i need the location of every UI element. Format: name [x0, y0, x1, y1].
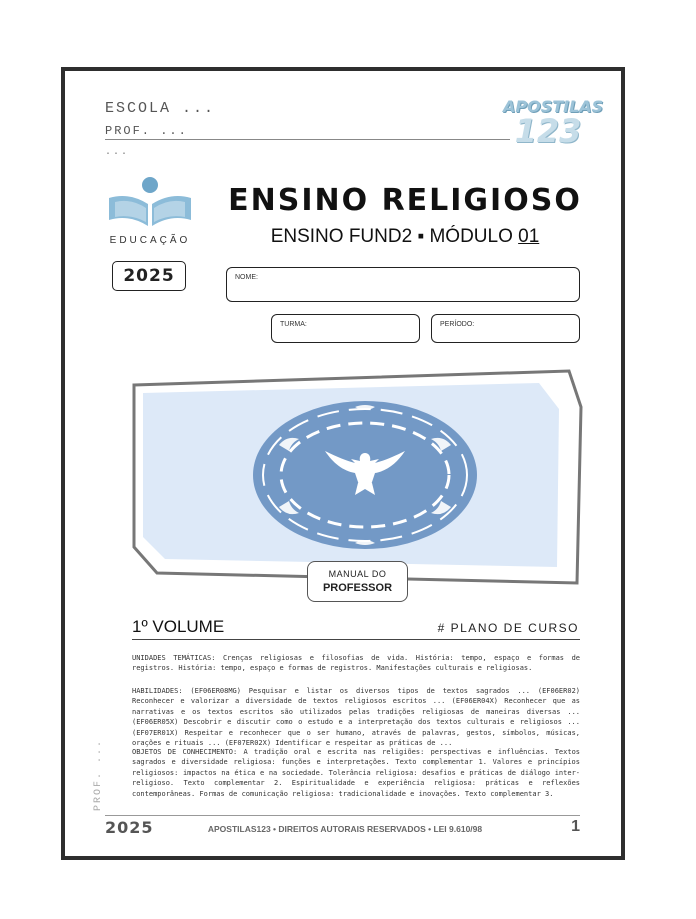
side-teacher-label: PROF. ...: [93, 738, 104, 811]
volume-heading: 1º VOLUME: [132, 617, 225, 636]
footer-divider: [105, 815, 580, 816]
education-label: EDUCAÇÃO: [109, 235, 191, 246]
dove-emblem-icon: [253, 401, 477, 549]
teacher-name: PROF. ...: [105, 124, 188, 138]
footer-year: 2025: [105, 818, 154, 837]
header-divider: [105, 139, 510, 140]
open-book-icon: [105, 176, 195, 231]
name-field-label: NOME:: [235, 274, 258, 281]
knowledge-objects-paragraph: OBJETOS DE CONHECIMENTO: A tradição oral e escrita nas religiões: perspectivas e influências. Textos sagrados e diversidade religiosa: funções e interpretações. Texto complementar 1. Valores e princípios religiosos: impactos na ética e na sociedade. Tolerância religiosa: desafios e práticas de diálogo inter-religioso. Texto complementar 2. Espiritualidade e experiência religiosa: práticas e reflexões contemporâneas. Formas de comunicação religiosa: tradicionalidade e inovações. Texto complementar 3.: [132, 748, 580, 798]
year-badge: 2025: [112, 261, 186, 291]
course-plan-heading: # PLANO DE CURSO: [437, 621, 579, 635]
header-dots: ...: [105, 147, 130, 158]
name-field[interactable]: [226, 267, 580, 302]
teacher-manual-badge: [307, 561, 408, 602]
class-field-label: TURMA:: [280, 321, 307, 328]
brand-word: APOSTILAS: [503, 97, 604, 116]
footer-copyright: APOSTILAS123 • DIREITOS AUTORAIS RESERVADOS • LEI 9.610/98: [207, 824, 483, 834]
period-field[interactable]: [431, 314, 580, 343]
manual-line-2: PROFESSOR: [322, 582, 393, 594]
brand-number: 123: [514, 112, 582, 150]
period-field-label: PERÍODO:: [440, 321, 475, 328]
class-field[interactable]: [271, 314, 420, 343]
brand-logo: [503, 97, 604, 150]
section-divider: [132, 639, 580, 640]
cover-banner: [129, 367, 585, 585]
module-number: 01: [518, 226, 540, 247]
page-title: ENSINO RELIGIOSO: [228, 183, 582, 218]
skills-paragraph: HABILIDADES: (EF06ER08MG) Pesquisar e listar os diversos tipos de textos sagrados ... (EF06ER02) Reconhecer e valorizar a diversidade de textos religiosos escritos ... (EF06ER04X) Reconhecer que as narrativas e os textos escritos são utilizados pelas tradições religiosas de maneiras diversas ... (EF06ER05X) Descobrir e discutir como o estudo e a interpretação dos textos culturais e religiosos ... (EF07ER01X) Respeitar e reconhecer que o ser humano, através de palavras, gestos, símbolos, músicas, orações e rituais ... (EF07ER02X) Identificar e respeitar as práticas de ...: [132, 687, 580, 748]
subtitle-prefix: ENSINO FUND2 ▪ MÓDULO: [270, 226, 519, 247]
page-subtitle: [215, 226, 595, 248]
manual-line-1: MANUAL DO: [328, 569, 387, 579]
school-name: ESCOLA ...: [105, 100, 216, 117]
page-number: 1: [571, 818, 580, 835]
document-page: [61, 67, 625, 860]
thematic-units-paragraph: UNIDADES TEMÁTICAS: Crenças religiosas e filosofias de vida. História: tempo, espaço e formas de registros. História: tempo, espaço e formas de registros. Manifestações culturais e religiosas.: [132, 654, 580, 673]
